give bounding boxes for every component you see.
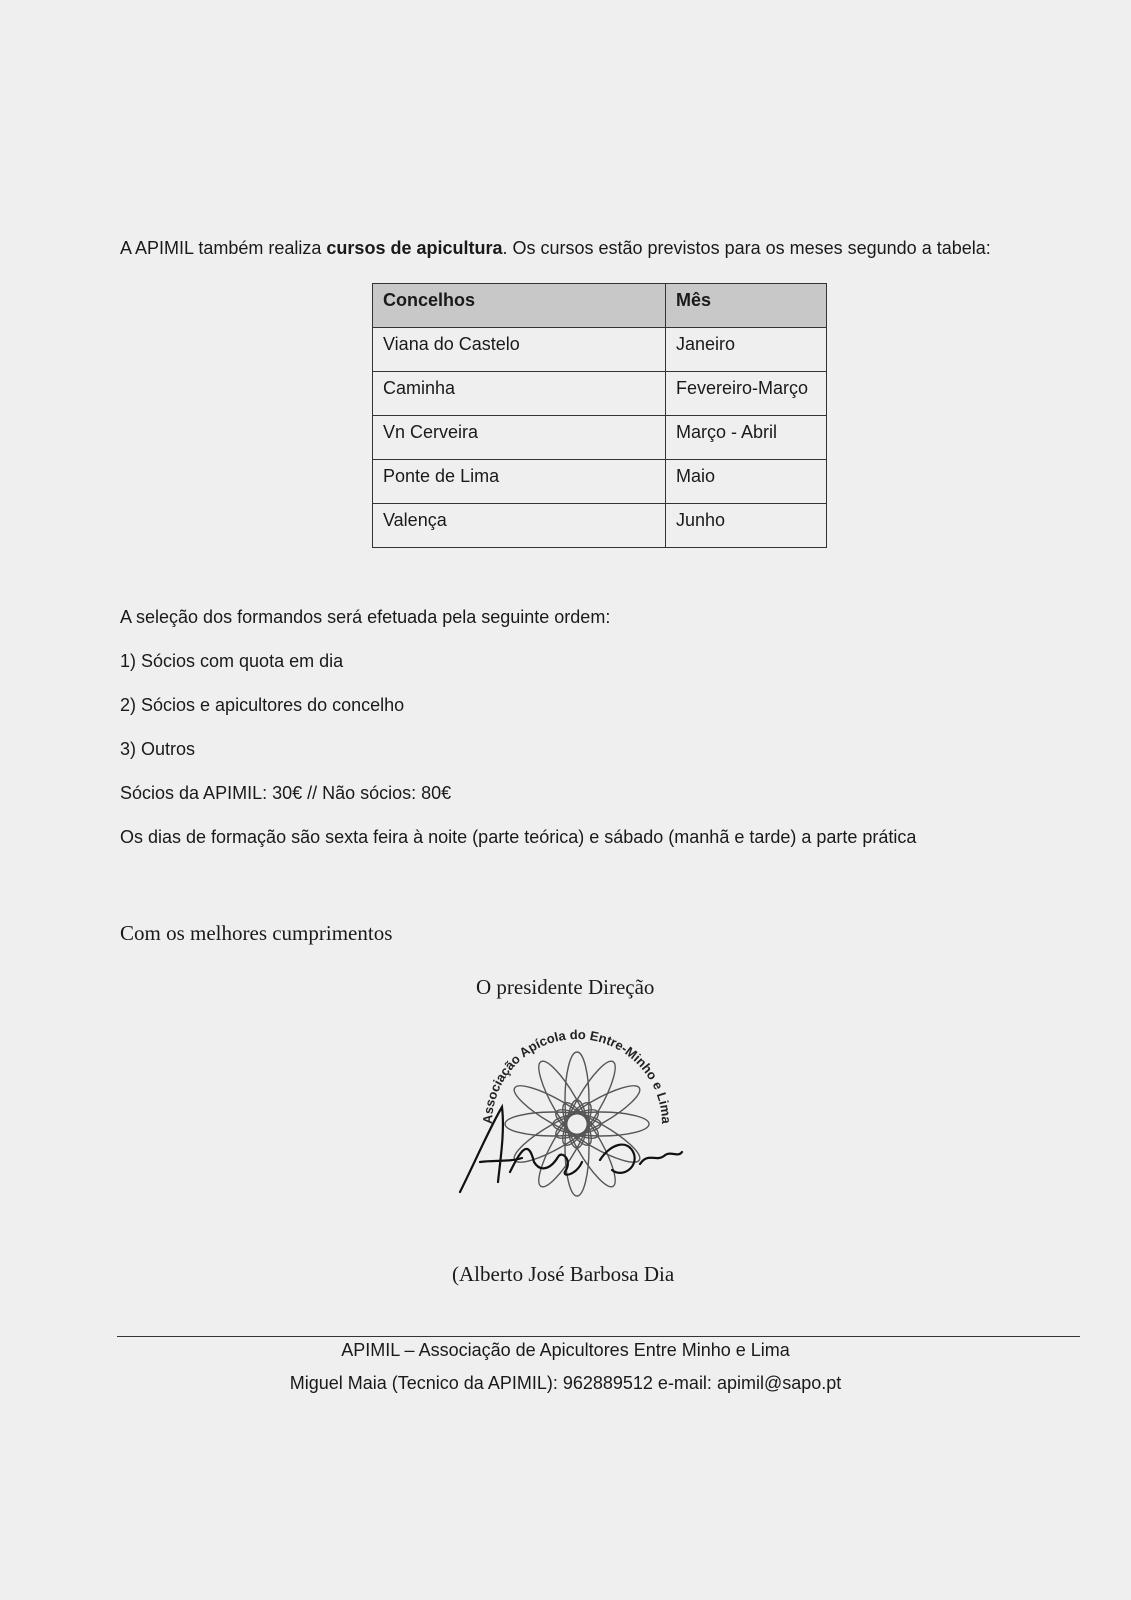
header-concelhos: Concelhos — [373, 284, 666, 328]
cell-mes: Janeiro — [666, 328, 827, 372]
selection-item-3: 3) Outros — [120, 739, 196, 759]
cell-concelho: Caminha — [373, 372, 666, 416]
schedule-line: Os dias de formação são sexta feira à noite (parte teórica) e sábado (manhã e tarde) a parte prática — [120, 827, 917, 847]
seal-text-path: Associação Apícola do Entre-Minho e Lima — [479, 1026, 675, 1125]
cell-concelho: Viana do Castelo — [373, 328, 666, 372]
selection-item-2: 2) Sócios e apicultores do concelho — [120, 695, 405, 715]
cell-concelho: Ponte de Lima — [373, 460, 666, 504]
header-mes: Mês — [666, 284, 827, 328]
intro-suffix: . Os cursos estão previstos para os meses segundo a tabela: — [502, 238, 991, 258]
cell-mes: Fevereiro-Março — [666, 372, 827, 416]
cell-mes: Junho — [666, 504, 827, 548]
intro-paragraph — [120, 238, 991, 259]
intro-bold: cursos de apicultura — [326, 238, 503, 258]
courses-table — [372, 283, 827, 548]
selection-item-1: 1) Sócios com quota em dia — [120, 651, 344, 671]
closing-line: Com os melhores cumprimentos — [120, 921, 393, 945]
table-row — [373, 460, 827, 504]
signatory-name: (Alberto José Barbosa Dia — [452, 1262, 675, 1286]
footer-divider — [117, 1336, 1080, 1337]
cell-mes: Março - Abril — [666, 416, 827, 460]
table-row — [373, 328, 827, 372]
cell-mes: Maio — [666, 460, 827, 504]
table-row — [373, 504, 827, 548]
cell-concelho: Valença — [373, 504, 666, 548]
cell-concelho: Vn Cerveira — [373, 416, 666, 460]
footer-line-2: Miguel Maia (Tecnico da APIMIL): 962889512 e-mail: apimil@sapo.pt — [289, 1373, 842, 1393]
prices-line: Sócios da APIMIL: 30€ // Não sócios: 80€ — [120, 783, 452, 803]
intro-prefix: A APIMIL também realiza — [120, 238, 327, 258]
association-seal — [450, 1012, 690, 1207]
footer-line-1: APIMIL – Associação de Apicultores Entre Minho e Lima — [341, 1340, 790, 1360]
table-header-row — [373, 284, 827, 328]
table-row — [373, 372, 827, 416]
table-row — [373, 416, 827, 460]
selection-title: A seleção dos formandos será efetuada pela seguinte ordem: — [120, 607, 611, 627]
daisy-icon — [505, 1052, 649, 1196]
signatory-title: O presidente Direção — [476, 975, 655, 999]
seal-text — [480, 1027, 674, 1125]
